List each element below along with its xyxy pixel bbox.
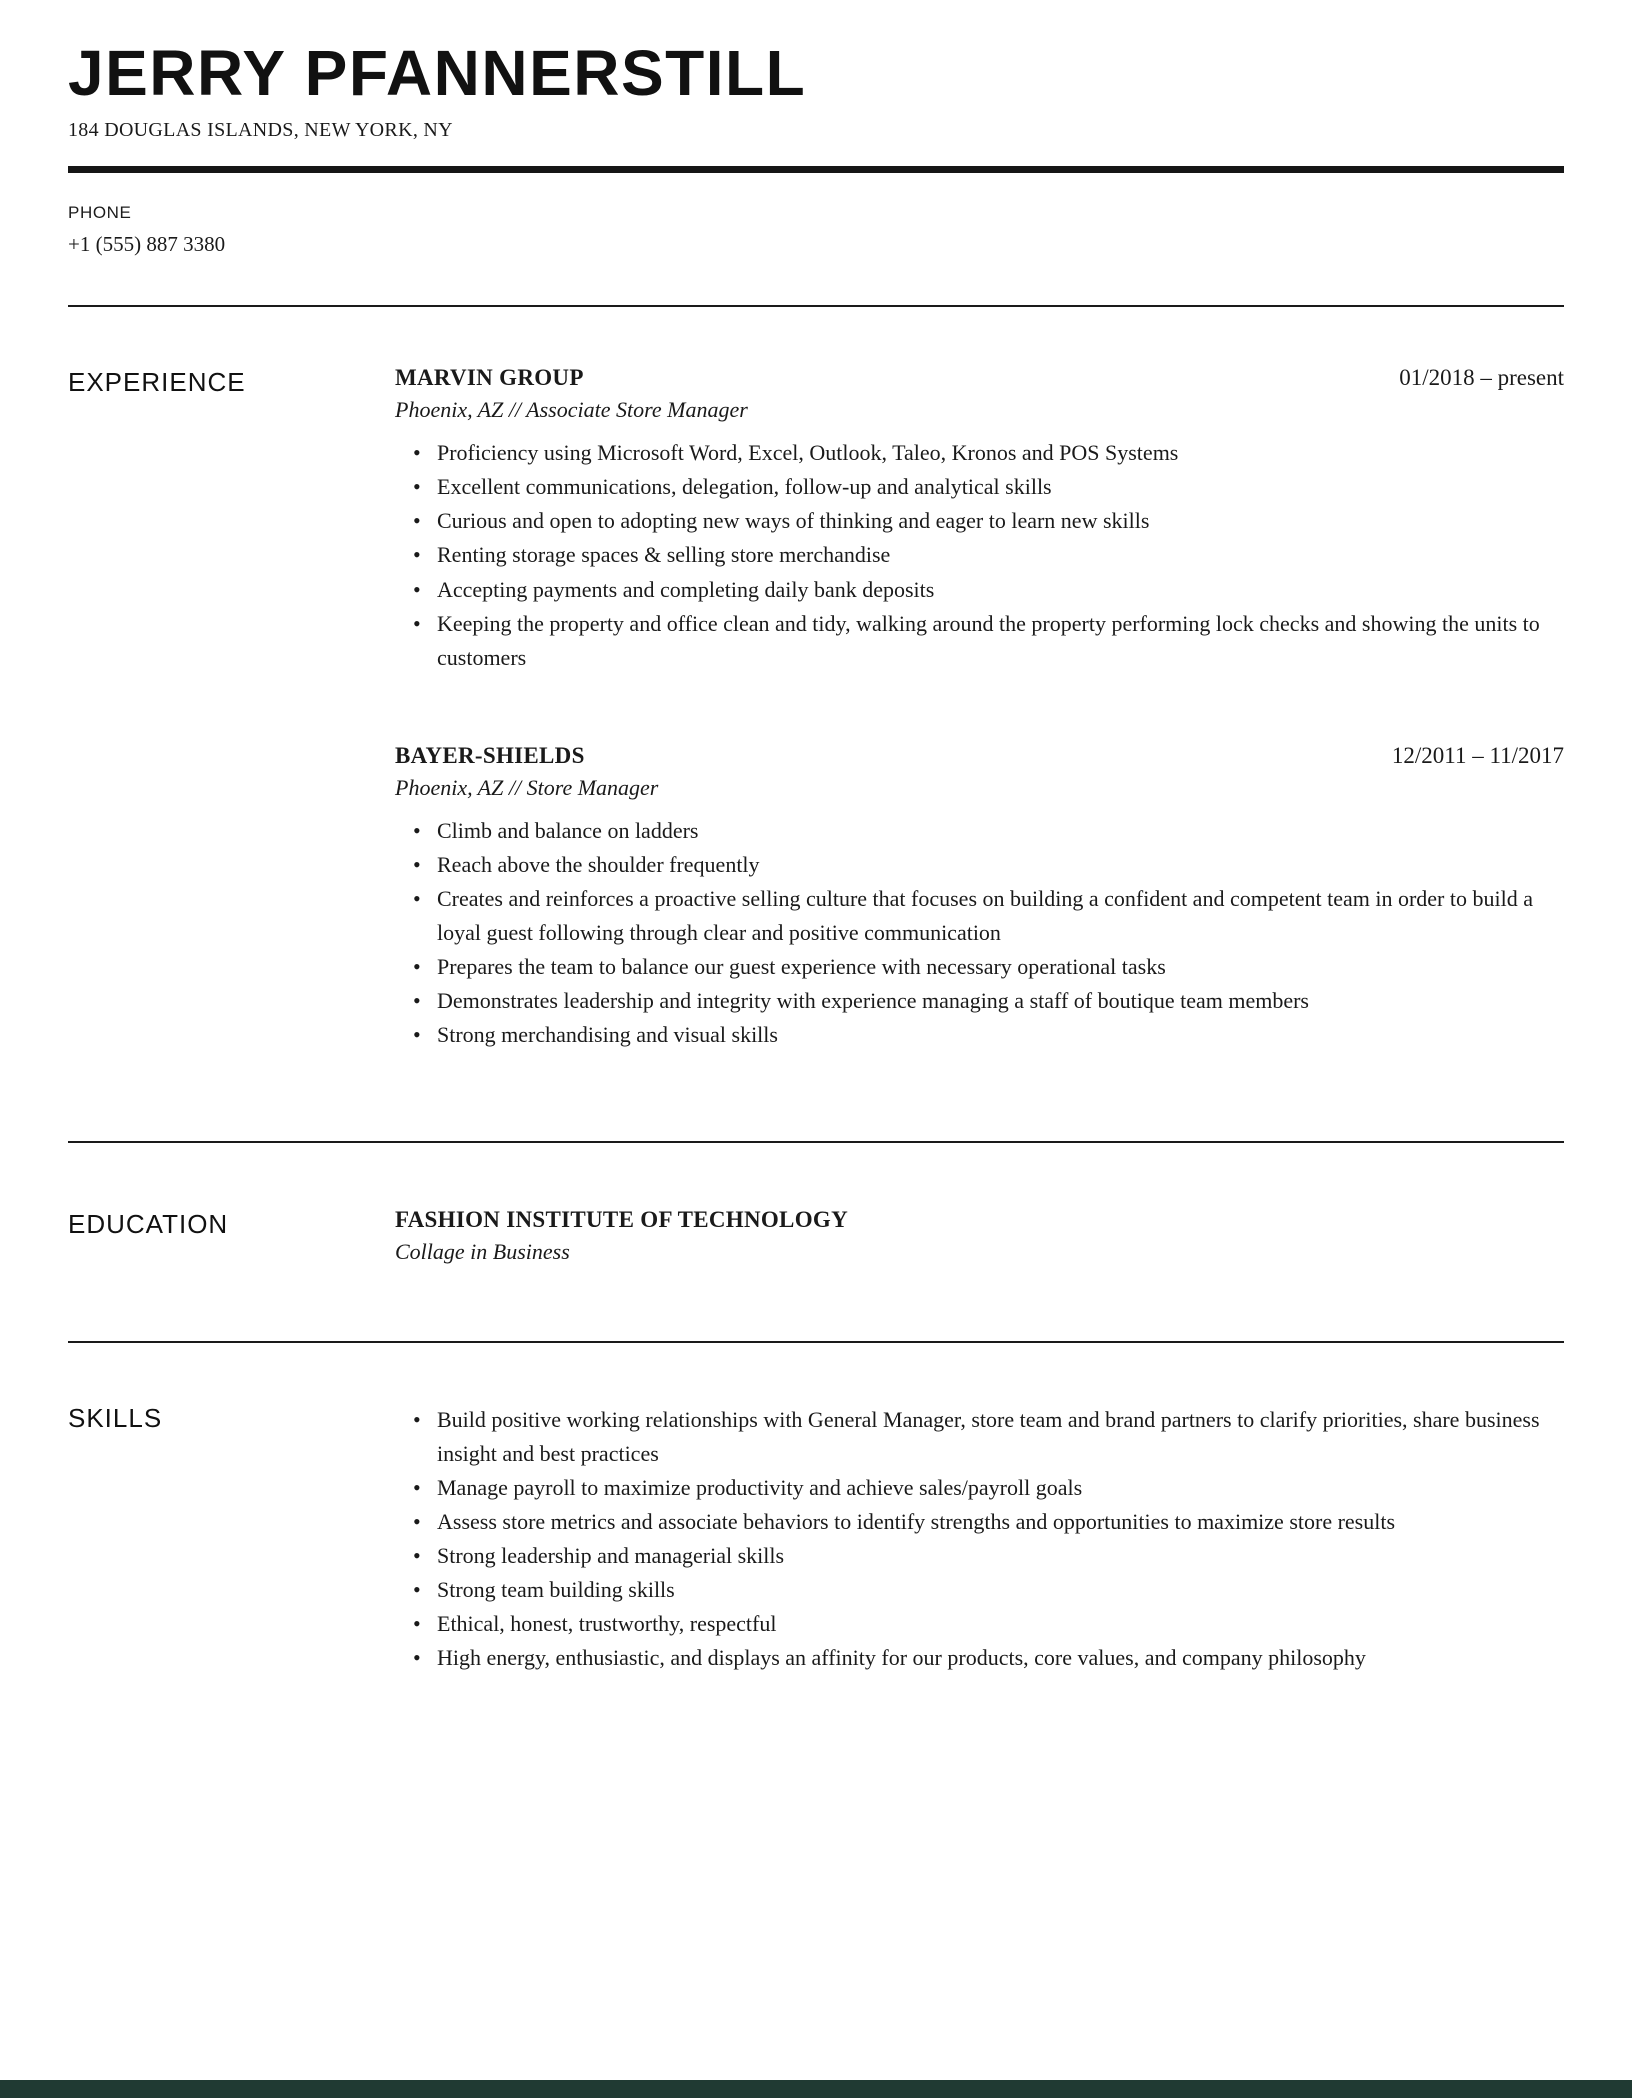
footer-bar	[0, 2080, 1632, 2098]
bullet-item: • Ethical, honest, trustworthy, respectful	[395, 1607, 1564, 1641]
bullet-item: • Strong merchandising and visual skills	[395, 1018, 1564, 1052]
bullet-item: • Prepares the team to balance our guest experience with necessary operational tasks	[395, 950, 1564, 984]
education-content	[395, 1207, 1564, 1265]
bullet-item: • Proficiency using Microsoft Word, Excel, Outlook, Taleo, Kronos and POS Systems	[395, 436, 1564, 470]
job-dates: 12/2011 – 11/2017	[1391, 742, 1564, 768]
bullet-item: • Demonstrates leadership and integrity with experience managing a staff of boutique team members	[395, 984, 1564, 1018]
section-label-experience: EXPERIENCE	[68, 367, 246, 398]
skills-bullet-list	[395, 1403, 1564, 1676]
bullet-item: • High energy, enthusiastic, and displays an affinity for our products, core values, and company philosophy	[395, 1641, 1564, 1675]
bullet-item: • Manage payroll to maximize productivity and achieve sales/payroll goals	[395, 1471, 1564, 1505]
degree: Collage in Business	[395, 1238, 570, 1264]
bullet-item: • Build positive working relationships with General Manager, store team and brand partners to clarify priorities, share business insight and best practices	[395, 1403, 1564, 1471]
job-entry	[395, 365, 1564, 675]
job-location-role: Phoenix, AZ // Store Manager	[395, 774, 659, 800]
bullet-item: • Excellent communications, delegation, follow-up and analytical skills	[395, 470, 1564, 504]
section-label-skills: SKILLS	[68, 1402, 163, 1433]
phone-label: PHONE	[68, 203, 132, 223]
job-header	[395, 743, 1564, 769]
bullet-item: • Reach above the shoulder frequently	[395, 848, 1564, 882]
job-bullet-list	[395, 814, 1564, 1053]
section-education	[68, 1143, 1564, 1341]
address: 184 DOUGLAS ISLANDS, NEW YORK, NY	[68, 119, 453, 142]
job-location-role: Phoenix, AZ // Associate Store Manager	[395, 397, 748, 423]
bullet-item: • Strong leadership and managerial skills	[395, 1539, 1564, 1573]
contact-block	[68, 203, 1564, 257]
bullet-item: • Renting storage spaces & selling store merchandise	[395, 538, 1564, 572]
bullet-item: • Creates and reinforces a proactive selling culture that focuses on building a confident and competent team in order to build a loyal guest following through clear and positive communication	[395, 882, 1564, 950]
header-rule	[68, 166, 1564, 173]
experience-content	[395, 365, 1564, 1052]
school-name: FASHION INSTITUTE OF TECHNOLOGY	[395, 1206, 848, 1232]
phone-value: +1 (555) 887 3380	[68, 232, 226, 257]
section-experience	[68, 307, 1564, 1140]
company-name: MARVIN GROUP	[395, 365, 584, 391]
bullet-item: • Climb and balance on ladders	[395, 814, 1564, 848]
job-header	[395, 365, 1564, 391]
skills-content	[395, 1401, 1564, 1676]
bullet-item: • Accepting payments and completing daily bank deposits	[395, 573, 1564, 607]
job-entry	[395, 743, 1564, 1053]
bullet-item: • Strong team building skills	[395, 1573, 1564, 1607]
company-name: BAYER-SHIELDS	[395, 742, 585, 768]
bullet-item: • Curious and open to adopting new ways of thinking and eager to learn new skills	[395, 504, 1564, 538]
section-skills	[68, 1343, 1564, 1736]
resume-header	[68, 37, 1564, 257]
job-dates: 01/2018 – present	[1399, 365, 1564, 391]
bullet-item: • Assess store metrics and associate behaviors to identify strengths and opportunities to maximize store results	[395, 1505, 1564, 1539]
section-label-education: EDUCATION	[68, 1208, 229, 1239]
page-title: JERRY PFANNERSTILL	[68, 37, 807, 109]
bullet-item: • Keeping the property and office clean and tidy, walking around the property performing lock checks and showing the units to customers	[395, 607, 1564, 675]
job-bullet-list	[395, 436, 1564, 675]
